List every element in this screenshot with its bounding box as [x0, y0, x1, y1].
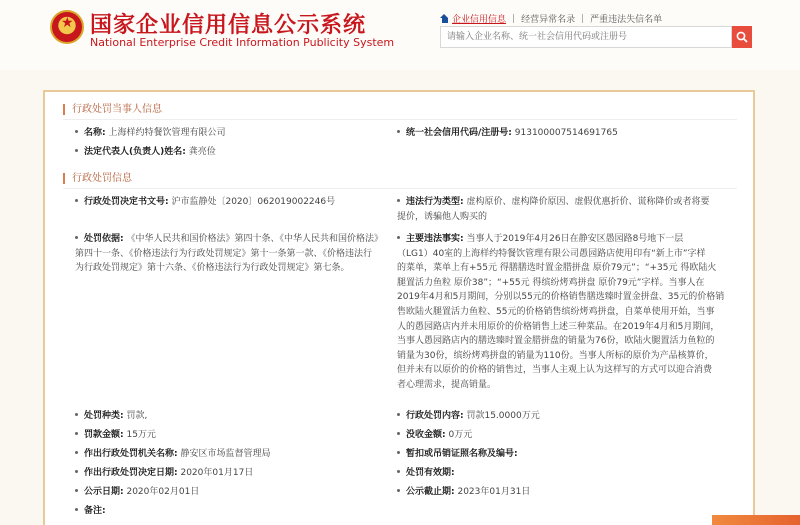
field-decision-date: 作出行政处罚决定日期: 2020年01月17日 [75, 467, 253, 480]
bullet-dot [397, 451, 400, 454]
bullet-dot [75, 149, 78, 152]
bullet-dot [75, 432, 78, 435]
link-divider: | [581, 13, 585, 24]
link-divider: | [512, 13, 516, 24]
field-penalty-type: 处罚种类: 罚款, [75, 410, 147, 423]
bullet-dot [75, 236, 78, 239]
bullet-dot [75, 508, 78, 511]
search-button[interactable] [732, 26, 752, 48]
field-fine-amount: 罚款金额: 15万元 [75, 429, 156, 442]
site-title: 国家企业信用信息公示系统 [90, 13, 367, 38]
field-decision-doc-no: 行政处罚决定书文号: 沪市监静处〔2020〕062019002246号 [75, 196, 335, 209]
bullet-dot [75, 413, 78, 416]
field-validity-period: 处罚有效期: [397, 467, 455, 480]
field-penalty-content: 行政处罚内容: 罚款15.0000万元 [397, 410, 540, 423]
field-license-revocation: 暂扣或吊销证照名称及编号: [397, 448, 518, 461]
field-penalty-basis: 处罚依据: 《中华人民共和国价格法》第四十条、《中华人民共和国价格法》 第四十一条、《价格违法行为行政处罚规定》第十一条第一款、《价格违法行 为行政处罚规定》第十六条、《价格违法行为行政处罚规定》第七条。 [75, 234, 383, 274]
field-credit-code: 统一社会信用代码/注册号: 913100007514691765 [397, 127, 618, 140]
link-enterprise-credit-info[interactable]: 企业信用信息 [452, 15, 507, 25]
section-title-penalty-info: 行政处罚信息 [63, 173, 132, 184]
link-abnormal-operation-list[interactable]: 经营异常名录 [521, 15, 576, 25]
bullet-dot [397, 130, 400, 133]
site-header [0, 0, 800, 70]
top-links [440, 12, 668, 25]
bullet-dot [397, 236, 400, 239]
bullet-dot [397, 489, 400, 492]
field-legal-representative: 法定代表人(负责人)姓名: 龚亮俭 [75, 146, 216, 159]
field-authority-name: 作出行政处罚机关名称: 静安区市场监督管理局 [75, 448, 271, 461]
bullet-dot [397, 199, 400, 202]
section-divider [63, 119, 737, 120]
bullet-dot [75, 489, 78, 492]
search-input[interactable] [440, 26, 732, 48]
bullet-dot [75, 470, 78, 473]
search-icon [736, 31, 748, 43]
field-main-facts: 主要违法事实: 当事人于2019年4月26日在静安区愚园路8号地下一层 （LG1）40室的上海样约特餐饮管理有限公司愚园路店使用印有“新上市”字样 的菜单，菜单上有+55元 得膳膳选时置金腊拼盘 原价79元”；“+35元 得欧陆火 腿置活力鱼粒 原价38”；“+55元 得缤纷烤鸡拼盘 原价79元”字样。当事人在 2019年4月和5月期间，分别以55元的价格销售膳选臻时置金拼盘、35元的价格销 售欧陆火腿置活力鱼粒、55元的价格销售缤纷烤鸡拼盘，自菜单使用开始，当事 人的愚园路店内并未用原价的价格销售上述三种菜品。在2019年4月和5月期间， 当事人愚园路店内的膳选臻时置金腊拼盘的销量为76份，欧陆火腿置活力鱼粒的 销量为30份，缤纷烤鸡拼盘的销量为110份。当事人所标的原价为产品核算价， 但并未有以原价的价格的销售过，当事人主观上认为这样写的方式可以迎合消费 者心理需求，提高销量。 [397, 234, 725, 390]
national-emblem-icon [50, 10, 84, 44]
home-icon [440, 14, 449, 23]
bullet-dot [397, 413, 400, 416]
field-publish-end-date: 公示截止期: 2023年01月31日 [397, 486, 530, 499]
section-title-party-info: 行政处罚当事人信息 [63, 104, 162, 115]
section-divider [63, 188, 737, 189]
link-serious-violation-list[interactable]: 严重违法失信名单 [590, 15, 663, 25]
corner-decoration [712, 515, 800, 525]
field-name: 名称: 上海样约特餐饮管理有限公司 [75, 127, 226, 140]
bullet-dot [397, 432, 400, 435]
field-remark: 备注: [75, 505, 106, 518]
field-publish-date: 公示日期: 2020年02月01日 [75, 486, 199, 499]
field-confiscation-amount: 没收金额: 0万元 [397, 429, 472, 442]
field-violation-type: 违法行为类型: 虚构原价、虚构降价原因、虚假优惠折价、谎称降价或者将要 提价，诱骗他人购买的 [397, 197, 710, 222]
bullet-dot [75, 451, 78, 454]
bullet-dot [397, 470, 400, 473]
site-subtitle: National Enterprise Credit Information Publicity System [90, 36, 395, 49]
bullet-dot [75, 199, 78, 202]
penalty-detail-panel [43, 90, 755, 525]
bullet-dot [75, 130, 78, 133]
